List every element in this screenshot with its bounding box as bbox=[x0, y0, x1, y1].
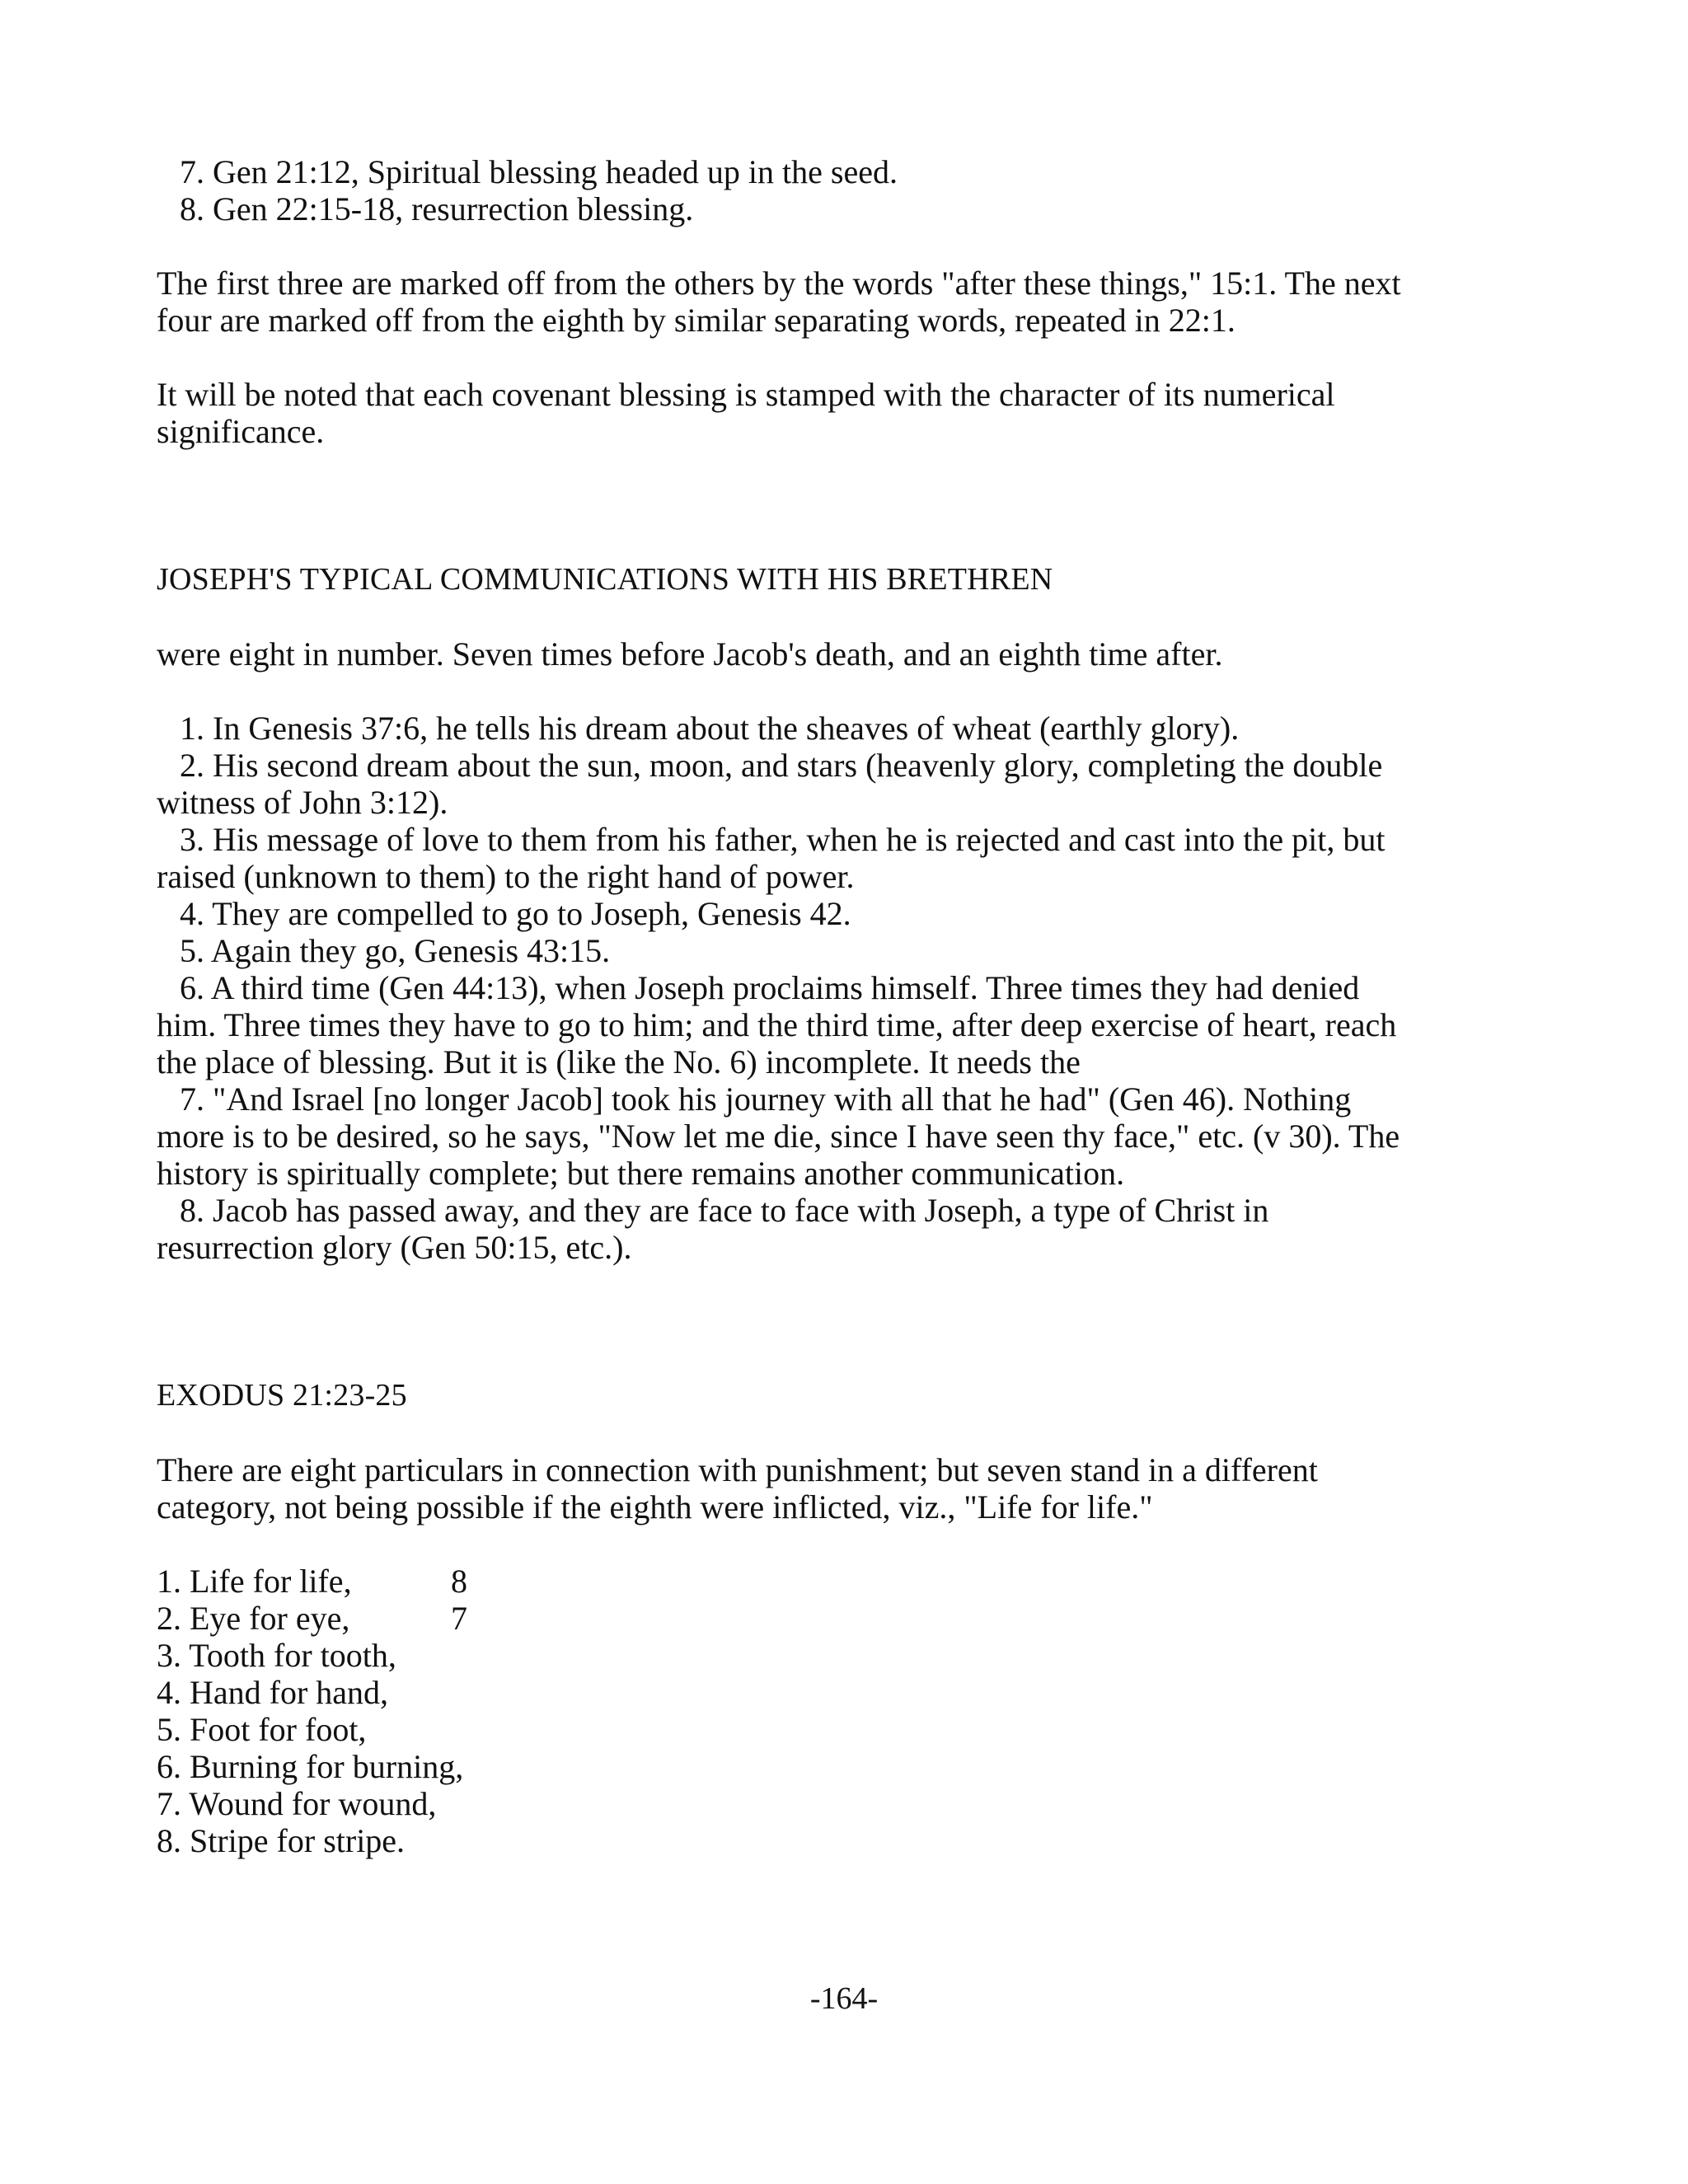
paragraph-line: significance. bbox=[157, 413, 325, 450]
list-item bbox=[157, 1748, 1558, 1785]
page-number: -164- bbox=[809, 1981, 879, 2016]
list-item-text: 7. Wound for wound, bbox=[157, 1785, 437, 1822]
list-item-number: 7 bbox=[451, 1600, 467, 1637]
punishment-list bbox=[157, 1563, 1558, 1859]
list-item: 8. Jacob has passed away, and they are face to face with Joseph, a type of Christ in bbox=[180, 1192, 1269, 1229]
list-item: 3. His message of love to them from his father, when he is rejected and cast into the pit, but bbox=[180, 821, 1386, 858]
list-item-text: 5. Foot for foot, bbox=[157, 1711, 367, 1748]
list-item bbox=[157, 1785, 1558, 1822]
list-item-continuation: the place of blessing. But it is (like the No. 6) incomplete. It needs the bbox=[157, 1043, 1081, 1080]
list-item: 8. Gen 22:15-18, resurrection blessing. bbox=[180, 190, 694, 227]
blessings-list-continued bbox=[157, 153, 1558, 227]
list-item: 7. Gen 21:12, Spiritual blessing headed up in the seed. bbox=[180, 153, 898, 190]
list-item-continuation: history is spiritually complete; but there remains another communication. bbox=[157, 1155, 1125, 1192]
list-item: 5. Again they go, Genesis 43:15. bbox=[180, 932, 611, 969]
list-item-text: 2. Eye for eye, bbox=[157, 1600, 350, 1637]
exodus-paragraph bbox=[157, 1451, 1558, 1526]
list-item-number: 8 bbox=[451, 1563, 467, 1600]
list-item-text: 8. Stripe for stripe. bbox=[157, 1822, 406, 1859]
list-item-continuation: raised (unknown to them) to the right hand of power. bbox=[157, 858, 855, 895]
list-item: 7. "And Israel [no longer Jacob] took his journey with all that he had" (Gen 46). Nothing bbox=[180, 1080, 1352, 1118]
list-item: 4. They are compelled to go to Joseph, Genesis 42. bbox=[180, 895, 851, 932]
list-item-text: 4. Hand for hand, bbox=[157, 1674, 389, 1711]
list-item: 1. In Genesis 37:6, he tells his dream about the sheaves of wheat (earthly glory). bbox=[180, 710, 1240, 747]
list-item bbox=[157, 1563, 1558, 1600]
joseph-intro: were eight in number. Seven times before Jacob's death, and an eighth time after. bbox=[157, 635, 1223, 673]
paragraph-line: The first three are marked off from the others by the words "after these things," 15:1. The next bbox=[157, 265, 1401, 302]
list-item-text: 3. Tooth for tooth, bbox=[157, 1637, 396, 1674]
list-item-continuation: more is to be desired, so he says, "Now let me die, since I have seen thy face," etc. (v 30). The bbox=[157, 1118, 1400, 1155]
paragraph-after-these-things bbox=[157, 265, 1558, 339]
list-item bbox=[157, 1637, 1558, 1674]
list-item: 2. His second dream about the sun, moon, and stars (heavenly glory, completing the double bbox=[180, 747, 1383, 784]
list-item bbox=[157, 1711, 1558, 1748]
paragraph-covenant-blessing bbox=[157, 376, 1558, 450]
paragraph-line: There are eight particulars in connection with punishment; but seven stand in a different bbox=[157, 1451, 1318, 1488]
list-item bbox=[157, 1674, 1558, 1711]
list-item-text: 6. Burning for burning, bbox=[157, 1748, 464, 1785]
paragraph-line: It will be noted that each covenant blessing is stamped with the character of its numerical bbox=[157, 376, 1335, 413]
list-item: 6. A third time (Gen 44:13), when Joseph proclaims himself. Three times they had denied bbox=[180, 969, 1360, 1006]
list-item-continuation: him. Three times they have to go to him; and the third time, after deep exercise of heart, reach bbox=[157, 1006, 1397, 1043]
list-item-text: 1. Life for life, bbox=[157, 1563, 352, 1600]
list-item-continuation: resurrection glory (Gen 50:15, etc.). bbox=[157, 1229, 632, 1266]
section-heading-joseph: JOSEPH'S TYPICAL COMMUNICATIONS WITH HIS BRETHREN bbox=[157, 562, 1053, 597]
list-item bbox=[157, 1600, 1558, 1637]
page-body bbox=[157, 153, 1558, 1859]
paragraph-line: four are marked off from the eighth by similar separating words, repeated in 22:1. bbox=[157, 302, 1236, 339]
list-item-continuation: witness of John 3:12). bbox=[157, 784, 448, 821]
list-item bbox=[157, 1822, 1558, 1859]
section-heading-exodus: EXODUS 21:23-25 bbox=[157, 1378, 407, 1413]
joseph-communications-list bbox=[157, 710, 1558, 1266]
paragraph-line: category, not being possible if the eighth were inflicted, viz., "Life for life." bbox=[157, 1488, 1153, 1526]
